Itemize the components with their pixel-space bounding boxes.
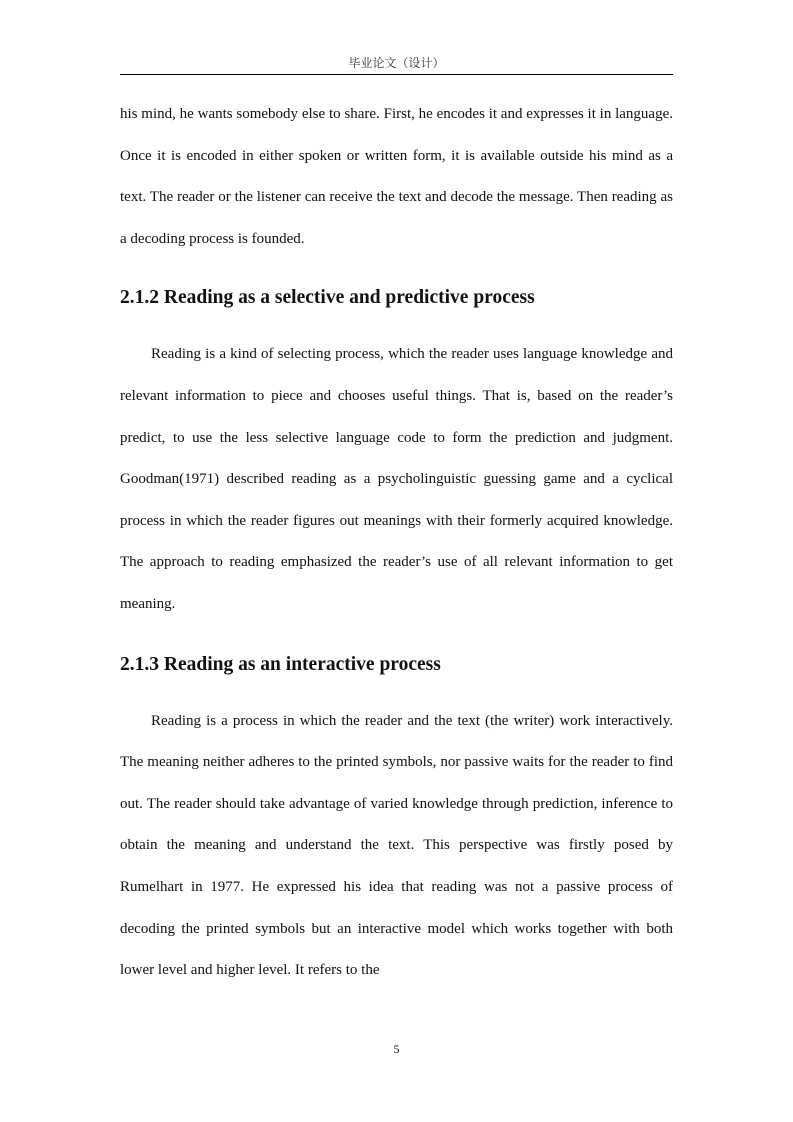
- section-heading-2-1-3: 2.1.3 Reading as an interactive process: [120, 653, 441, 675]
- section-heading-2-1-2: 2.1.2 Reading as a selective and predictive process: [120, 287, 535, 309]
- continued-paragraph: his mind, he wants somebody else to share. First, he encodes it and expresses it in language. Once it is encoded in either spoken or written form, it is available outside his mind as a text. The reader or the listener can receive the text and decode the message. Then reading as a decoding process is founded.: [120, 106, 673, 247]
- section-paragraph-2-1-2: Reading is a kind of selecting process, which the reader uses language knowledge and relevant information to piece and chooses useful things. That is, based on the reader’s predict, to use the less selective language code to form the prediction and judgment. Goodman(1971) described reading as a psycholinguistic guessing game and a cyclical process in which the reader figures out meanings with their formerly acquired knowledge. The approach to reading emphasized the reader’s use of all relevant information to get meaning.: [120, 346, 673, 612]
- header-title: 毕业论文（设计）: [348, 56, 445, 70]
- section-paragraph-2-1-3: Reading is a process in which the reader and the text (the writer) work interactively. The meaning neither adheres to the printed symbols, nor passive waits for the reader to find out. The reader should take advantage of varied knowledge through prediction, inference to obtain the meaning and understand the text. This perspective was firstly posed by Rumelhart in 1977. He expressed his idea that reading was not a passive process of decoding the printed symbols but an interactive model which works together with both lower level and higher level. It refers to the: [120, 712, 673, 979]
- page-header: [120, 56, 673, 75]
- page-body: [120, 94, 673, 992]
- page-number: 5: [393, 1042, 400, 1056]
